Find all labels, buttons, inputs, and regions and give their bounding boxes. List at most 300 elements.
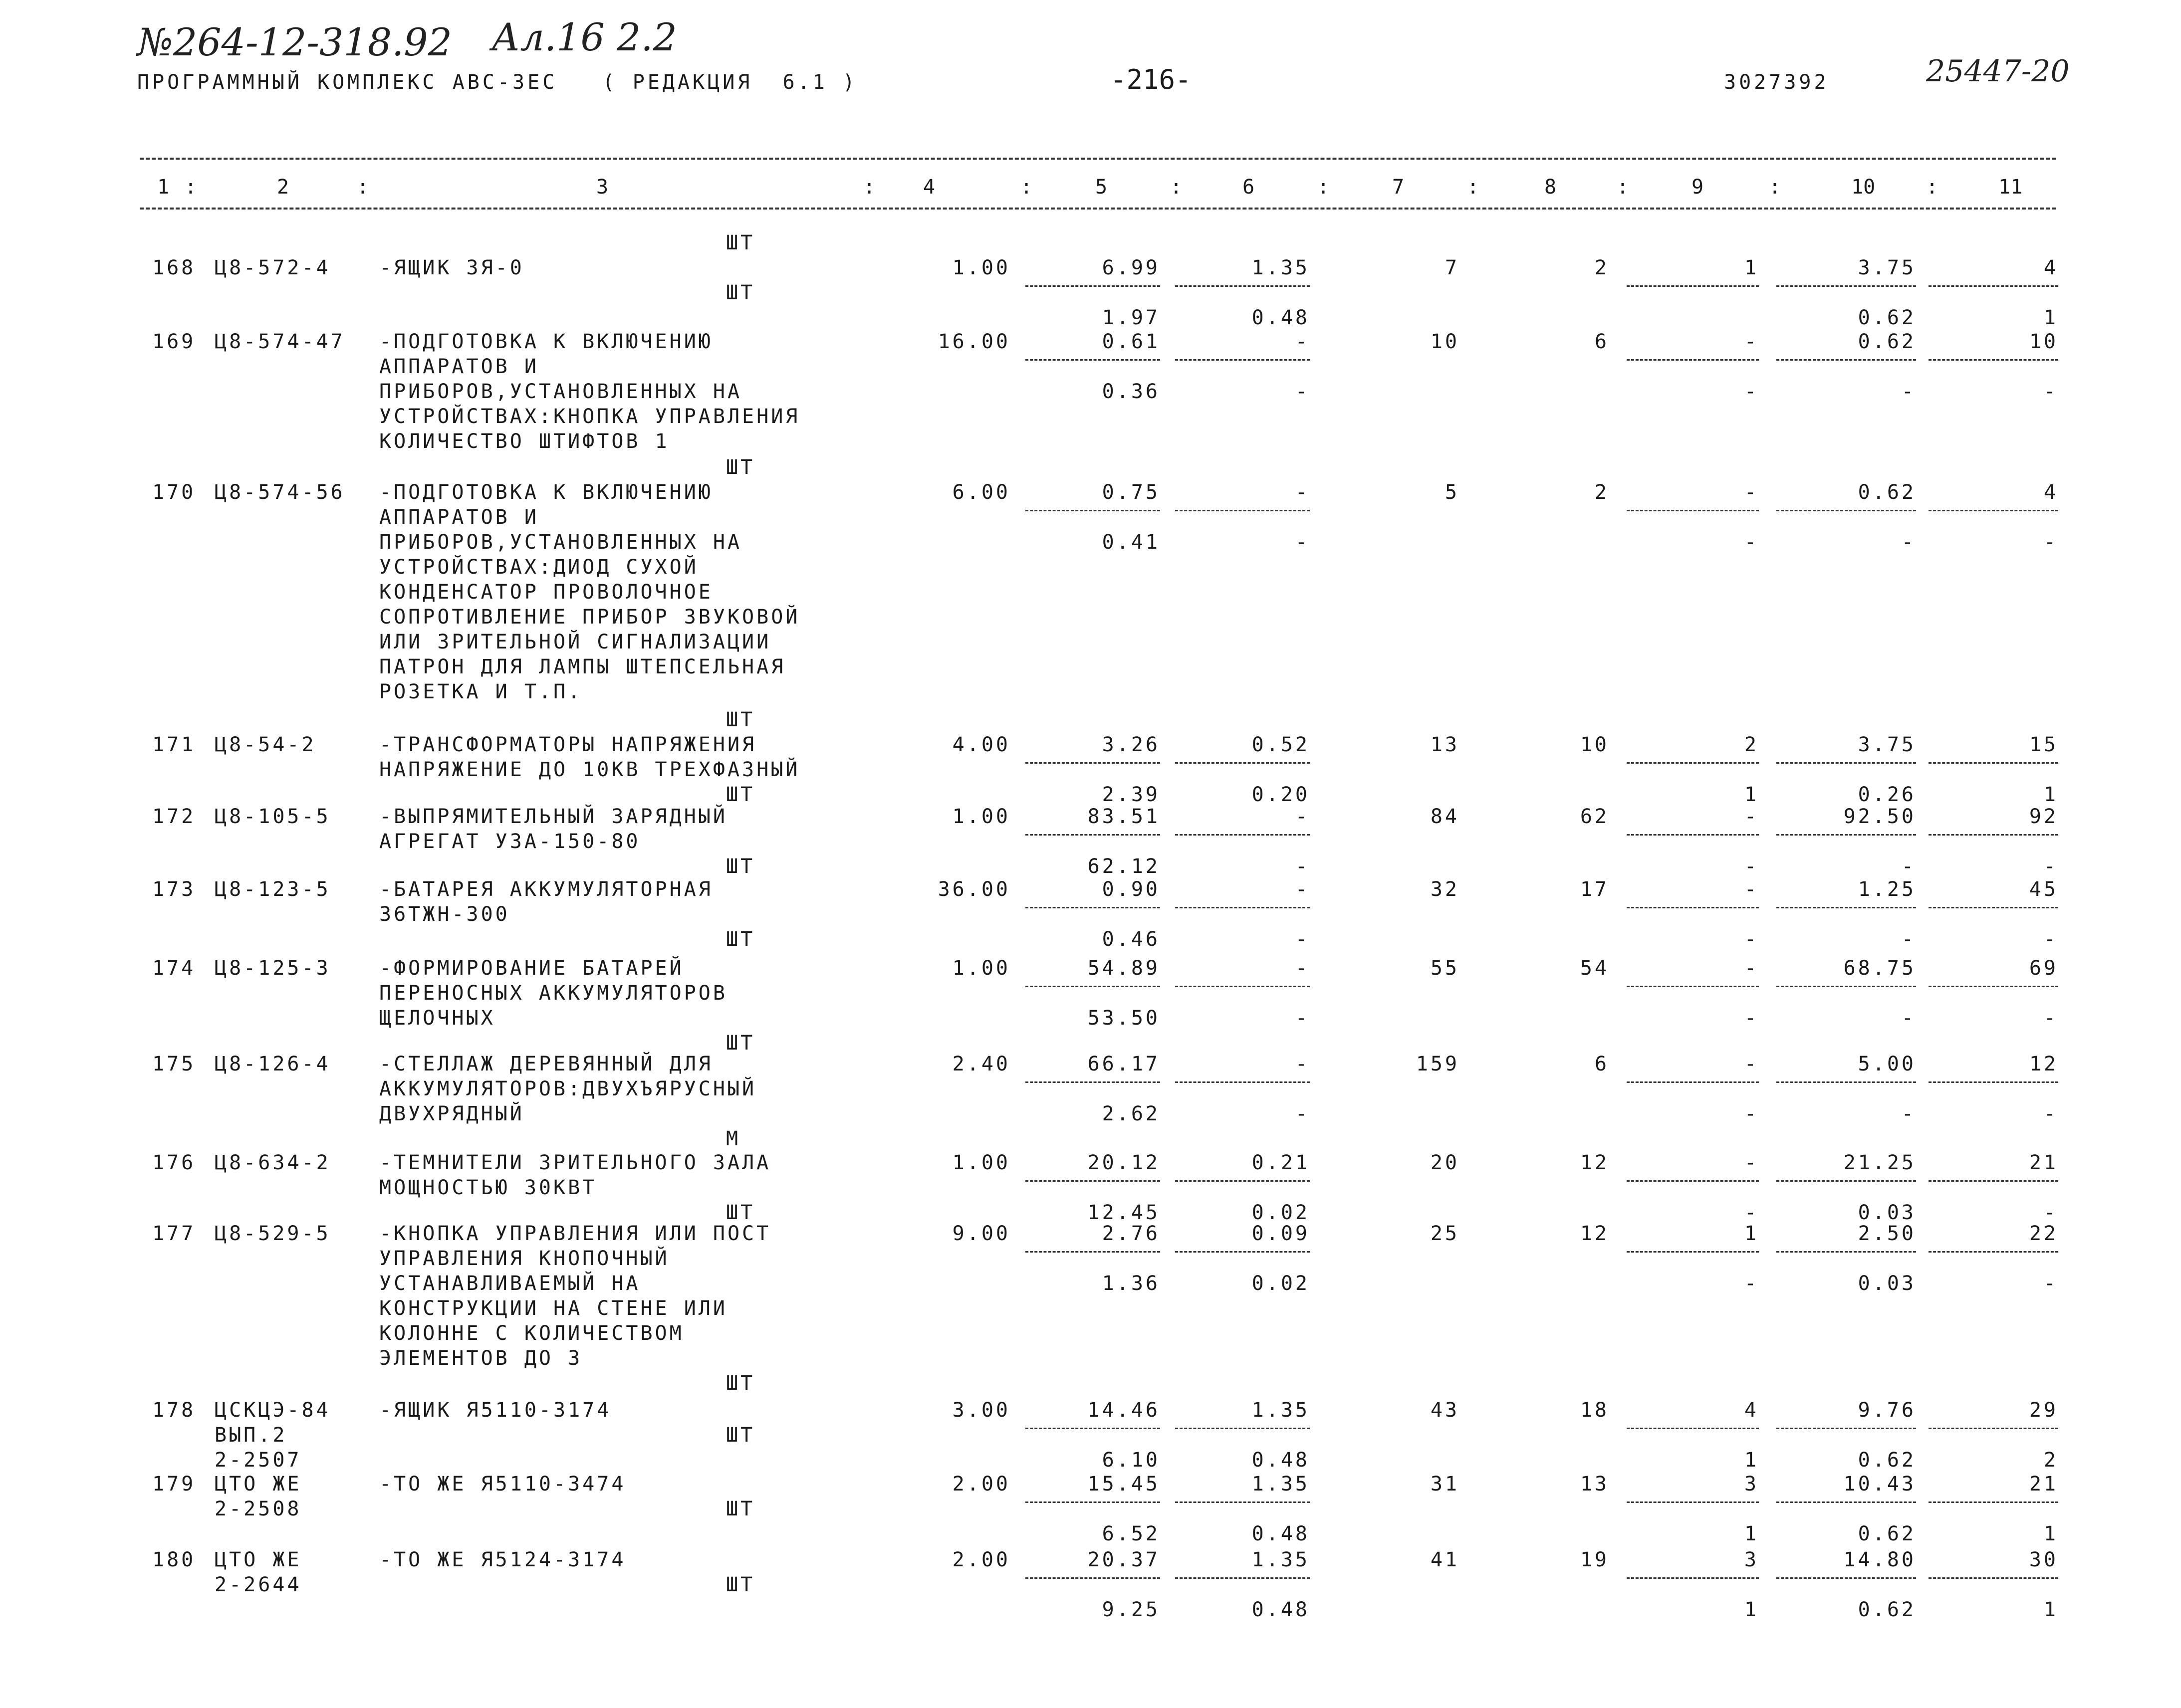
header-bottom-rule — [140, 208, 2056, 210]
description-cell: -ЯЩИК Я5110-3174 — [379, 1399, 612, 1422]
cell-divider — [1929, 986, 2058, 987]
description-cell: -ЯЩИК ЗЯ-0 — [379, 256, 524, 279]
code-cell: ЦСКЦЭ-84 ВЫП.2 2-2507 — [215, 1399, 331, 1472]
total-cell: 22 — [2029, 1222, 2058, 1245]
handwritten-document-number: №264-12-318.92 — [137, 20, 452, 64]
column-header-8: 8 — [1544, 176, 1557, 199]
column-header-5: 5 — [1095, 176, 1108, 199]
total-cell: 31 — [1430, 1473, 1459, 1495]
column-separator: : — [1467, 176, 1479, 199]
total-cell: 68.75 — [1843, 957, 1916, 980]
code-cell: Ц8-574-47 — [215, 330, 345, 353]
cost-cell: 83.51 — [1087, 805, 1160, 828]
cell-divider — [1776, 1428, 1916, 1429]
description-cell: -БАТАРЕЯ АККУМУЛЯТОРНАЯ 36ТЖН-300 — [379, 878, 713, 926]
total-cell: 45 — [2029, 878, 2058, 901]
cell-divider — [1627, 1501, 1759, 1503]
cell-divider — [1025, 1180, 1160, 1182]
total-cell: - — [1744, 1272, 1759, 1295]
cost-cell: - — [1295, 1102, 1310, 1125]
total-cell: 4 — [2043, 256, 2058, 279]
column-separator: : — [1170, 176, 1183, 199]
total-cell: 15 — [2029, 733, 2058, 756]
total-cell: 21 — [2029, 1151, 2058, 1174]
cost-cell: - — [1295, 928, 1310, 951]
cost-cell: 0.48 — [1251, 1449, 1310, 1472]
cell-divider — [1175, 1251, 1310, 1253]
cost-cell: 1.97 — [1102, 306, 1160, 329]
cell-divider — [1175, 1428, 1310, 1429]
code-cell: Ц8-529-5 — [215, 1222, 331, 1245]
total-cell: 14.80 — [1843, 1548, 1916, 1571]
cost-cell: 2.76 — [1102, 1222, 1160, 1245]
total-cell: - — [1744, 1201, 1759, 1224]
cost-cell: 2.62 — [1102, 1102, 1160, 1125]
total-cell: - — [1744, 1007, 1759, 1030]
cell-divider — [1175, 1501, 1310, 1503]
total-cell: 55 — [1430, 957, 1459, 980]
cell-divider — [1627, 1081, 1759, 1083]
cell-divider — [1776, 986, 1916, 987]
cost-cell: - — [1295, 531, 1310, 554]
cost-cell: 0.41 — [1102, 531, 1160, 554]
cell-divider — [1627, 1251, 1759, 1253]
cost-cell: 3.26 — [1102, 733, 1160, 756]
cost-cell: - — [1295, 878, 1310, 901]
quantity-cell: 1.00 — [952, 805, 1010, 828]
row-number: 172 — [152, 805, 196, 828]
cost-cell: 0.48 — [1251, 1522, 1310, 1545]
total-cell: 1 — [2043, 306, 2058, 329]
row-number: 175 — [152, 1053, 196, 1075]
total-cell: - — [2043, 531, 2058, 554]
total-cell: - — [1744, 957, 1759, 980]
total-cell: 32 — [1430, 878, 1459, 901]
code-cell: Ц8-125-3 — [215, 957, 331, 980]
total-cell: 0.62 — [1858, 306, 1916, 329]
total-cell: - — [1744, 928, 1759, 951]
cell-divider — [1776, 1251, 1916, 1253]
total-cell: - — [1901, 1007, 1916, 1030]
row-number: 168 — [152, 256, 196, 279]
total-cell: 4 — [2043, 481, 2058, 504]
total-cell: 1 — [1744, 1522, 1759, 1545]
total-cell: 92 — [2029, 805, 2058, 828]
description-cell: -ТРАНСФОРМАТОРЫ НАПРЯЖЕНИЯ НАПРЯЖЕНИЕ ДО 10КВ ТРЕХФАЗНЫЙ — [379, 733, 800, 781]
total-cell: 0.62 — [1858, 481, 1916, 504]
total-cell: - — [1744, 531, 1759, 554]
unit-label: ШТ — [726, 281, 755, 304]
cost-cell: 0.48 — [1251, 306, 1310, 329]
total-cell: - — [1901, 855, 1916, 878]
cost-cell: 1.35 — [1251, 256, 1310, 279]
unit-label: ШТ — [726, 1032, 755, 1055]
cell-divider — [1175, 907, 1310, 908]
cost-cell: 0.46 — [1102, 928, 1160, 951]
total-cell: 13 — [1580, 1473, 1609, 1495]
row-number: 176 — [152, 1151, 196, 1174]
quantity-cell: 2.00 — [952, 1473, 1010, 1495]
cost-cell: - — [1295, 855, 1310, 878]
column-separator: : — [1020, 176, 1033, 199]
cell-divider — [1175, 834, 1310, 836]
cost-cell: 2.39 — [1102, 783, 1160, 806]
total-cell: 21 — [2029, 1473, 2058, 1495]
total-cell: 54 — [1580, 957, 1609, 980]
cell-divider — [1776, 359, 1916, 361]
total-cell: 84 — [1430, 805, 1459, 828]
cost-cell: 0.36 — [1102, 380, 1160, 403]
total-cell: 12 — [2029, 1053, 2058, 1075]
row-number: 169 — [152, 330, 196, 353]
total-cell: 1 — [1744, 256, 1759, 279]
total-cell: 17 — [1580, 878, 1609, 901]
cell-divider — [1175, 1577, 1310, 1579]
cell-divider — [1929, 1577, 2058, 1579]
unit-label: ШТ — [726, 231, 755, 254]
description-cell: -ТЕМНИТЕЛИ ЗРИТЕЛЬНОГО ЗАЛА МОЩНОСТЬЮ 30КВТ — [379, 1151, 771, 1199]
total-cell: 12 — [1580, 1151, 1609, 1174]
cell-divider — [1025, 285, 1160, 287]
total-cell: - — [2043, 1201, 2058, 1224]
cost-cell: 0.09 — [1251, 1222, 1310, 1245]
cost-cell: 66.17 — [1087, 1053, 1160, 1075]
cost-cell: 20.12 — [1087, 1151, 1160, 1174]
cost-cell: - — [1295, 1053, 1310, 1075]
total-cell: 41 — [1430, 1548, 1459, 1571]
total-cell: 159 — [1416, 1053, 1459, 1075]
total-cell: 13 — [1430, 733, 1459, 756]
unit-label: М — [726, 1127, 741, 1150]
total-cell: 69 — [2029, 957, 2058, 980]
cell-divider — [1776, 907, 1916, 908]
cell-divider — [1175, 1081, 1310, 1083]
cost-cell: 0.21 — [1251, 1151, 1310, 1174]
cost-cell: 1.35 — [1251, 1548, 1310, 1571]
description-cell: -ВЫПРЯМИТЕЛЬНЫЙ ЗАРЯДНЫЙ АГРЕГАТ УЗА-150-80 — [379, 805, 727, 853]
cost-cell: - — [1295, 481, 1310, 504]
column-separator: : — [1926, 176, 1939, 199]
cell-divider — [1175, 510, 1310, 511]
cost-cell: 0.02 — [1251, 1201, 1310, 1224]
column-header-2: 2 — [277, 176, 289, 199]
total-cell: - — [2043, 928, 2058, 951]
column-separator: : — [863, 176, 876, 199]
total-cell: - — [1744, 1151, 1759, 1174]
total-cell: 92.50 — [1843, 805, 1916, 828]
cell-divider — [1627, 1577, 1759, 1579]
code-cell: Ц8-574-56 — [215, 481, 345, 504]
cell-divider — [1929, 907, 2058, 908]
total-cell: 7 — [1445, 256, 1459, 279]
total-cell: 18 — [1580, 1399, 1609, 1422]
row-number: 171 — [152, 733, 196, 756]
column-header-11: 11 — [1998, 176, 2023, 199]
cost-cell: 1.35 — [1251, 1473, 1310, 1495]
cost-cell: 62.12 — [1087, 855, 1160, 878]
cell-divider — [1175, 762, 1310, 764]
cost-cell: - — [1295, 330, 1310, 353]
cell-divider — [1627, 834, 1759, 836]
column-separator: : — [1769, 176, 1781, 199]
total-cell: 2.50 — [1858, 1222, 1916, 1245]
total-cell: - — [1744, 481, 1759, 504]
total-cell: 3.75 — [1858, 733, 1916, 756]
quantity-cell: 1.00 — [952, 1151, 1010, 1174]
total-cell: 1 — [2043, 783, 2058, 806]
column-separator: : — [1317, 176, 1330, 199]
column-separator: : — [185, 176, 197, 199]
total-cell: 12 — [1580, 1222, 1609, 1245]
total-cell: 3.75 — [1858, 256, 1916, 279]
quantity-cell: 6.00 — [952, 481, 1010, 504]
total-cell: 4 — [1744, 1399, 1759, 1422]
cell-divider — [1175, 986, 1310, 987]
page-number: -216- — [1110, 64, 1192, 95]
total-cell: 30 — [2029, 1548, 2058, 1571]
cost-cell: 0.48 — [1251, 1598, 1310, 1621]
cell-divider — [1929, 1501, 2058, 1503]
header-top-rule — [140, 158, 2056, 160]
total-cell: 1 — [1744, 1598, 1759, 1621]
total-cell: - — [1901, 928, 1916, 951]
total-cell: - — [2043, 380, 2058, 403]
unit-label: ШТ — [726, 456, 755, 479]
total-cell: 0.62 — [1858, 330, 1916, 353]
total-cell: 5 — [1445, 481, 1459, 504]
total-cell: 6 — [1594, 1053, 1609, 1075]
total-cell: - — [1744, 330, 1759, 353]
quantity-cell: 4.00 — [952, 733, 1010, 756]
cell-divider — [1627, 1180, 1759, 1182]
unit-label: ШТ — [726, 1201, 755, 1224]
total-cell: 2 — [1594, 481, 1609, 504]
cost-cell: 0.75 — [1102, 481, 1160, 504]
unit-label: ШТ — [726, 1372, 755, 1395]
total-cell: 0.62 — [1858, 1522, 1916, 1545]
total-cell: - — [1901, 531, 1916, 554]
total-cell: 0.62 — [1858, 1598, 1916, 1621]
total-cell: 1 — [2043, 1598, 2058, 1621]
cost-cell: 6.10 — [1102, 1449, 1160, 1472]
column-header-7: 7 — [1392, 176, 1405, 199]
cell-divider — [1929, 762, 2058, 764]
column-header-6: 6 — [1242, 176, 1255, 199]
total-cell: 3 — [1744, 1548, 1759, 1571]
total-cell: - — [1744, 1053, 1759, 1075]
column-header-3: 3 — [596, 176, 609, 199]
total-cell: - — [1744, 878, 1759, 901]
cost-cell: 20.37 — [1087, 1548, 1160, 1571]
cost-cell: 53.50 — [1087, 1007, 1160, 1030]
quantity-cell: 3.00 — [952, 1399, 1010, 1422]
total-cell: - — [1744, 380, 1759, 403]
description-cell: -ТО ЖЕ Я5124-3174 — [379, 1548, 626, 1571]
column-separator: : — [357, 176, 369, 199]
unit-label: ШТ — [726, 1497, 755, 1520]
cell-divider — [1025, 834, 1160, 836]
quantity-cell: 1.00 — [952, 957, 1010, 980]
cell-divider — [1627, 907, 1759, 908]
column-header-10: 10 — [1851, 176, 1876, 199]
cost-cell: 0.02 — [1251, 1272, 1310, 1295]
cost-cell: - — [1295, 957, 1310, 980]
unit-label: ШТ — [726, 928, 755, 951]
cell-divider — [1025, 1081, 1160, 1083]
row-number: 170 — [152, 481, 196, 504]
total-cell: 1 — [1744, 1449, 1759, 1472]
total-cell: 10 — [1580, 733, 1609, 756]
total-cell: 1 — [2043, 1522, 2058, 1545]
cost-cell: 14.46 — [1087, 1399, 1160, 1422]
quantity-cell: 36.00 — [938, 878, 1010, 901]
row-number: 174 — [152, 957, 196, 980]
total-cell: 2 — [1594, 256, 1609, 279]
cell-divider — [1025, 359, 1160, 361]
total-cell: 0.03 — [1858, 1201, 1916, 1224]
code-cell: Ц8-572-4 — [215, 256, 331, 279]
cell-divider — [1776, 1501, 1916, 1503]
description-cell: -КНОПКА УПРАВЛЕНИЯ ИЛИ ПОСТ УПРАВЛЕНИЯ КНОПОЧНЫЙ УСТАНАВЛИВАЕМЫЙ НА КОНСТРУКЦИИ НА СТЕНЕ ИЛИ КОЛОННЕ С КОЛИЧЕСТВОМ ЭЛЕМЕНТОВ ДО 3 — [379, 1222, 771, 1370]
unit-label: ШТ — [726, 708, 755, 731]
handwritten-right-note: 25447-20 — [1926, 54, 2070, 89]
cost-cell: 15.45 — [1087, 1473, 1160, 1495]
quantity-cell: 2.00 — [952, 1548, 1010, 1571]
row-number: 173 — [152, 878, 196, 901]
code-cell: ЦТО ЖЕ 2-2508 — [215, 1473, 302, 1520]
total-cell: 21.25 — [1843, 1151, 1916, 1174]
total-cell: 1.25 — [1858, 878, 1916, 901]
cell-divider — [1929, 1081, 2058, 1083]
cost-cell: 0.20 — [1251, 783, 1310, 806]
total-cell: 20 — [1430, 1151, 1459, 1174]
cell-divider — [1025, 1577, 1160, 1579]
total-cell: - — [1901, 1102, 1916, 1125]
column-header-4: 4 — [923, 176, 936, 199]
cell-divider — [1025, 907, 1160, 908]
cost-cell: 9.25 — [1102, 1598, 1160, 1621]
quantity-cell: 16.00 — [938, 330, 1010, 353]
cell-divider — [1776, 1081, 1916, 1083]
cost-cell: 0.52 — [1251, 733, 1310, 756]
quantity-cell: 9.00 — [952, 1222, 1010, 1245]
cell-divider — [1025, 762, 1160, 764]
program-title: ПРОГРАММНЫЙ КОМПЛЕКС АВС-3ЕС ( РЕДАКЦИЯ 6.1 ) — [137, 71, 858, 94]
cell-divider — [1627, 762, 1759, 764]
cell-divider — [1025, 986, 1160, 987]
cell-divider — [1627, 986, 1759, 987]
total-cell: - — [1901, 380, 1916, 403]
cost-cell: - — [1295, 805, 1310, 828]
total-cell: - — [1744, 805, 1759, 828]
description-cell: -ТО ЖЕ Я5110-3474 — [379, 1473, 626, 1495]
cell-divider — [1627, 1428, 1759, 1429]
cell-divider — [1025, 1428, 1160, 1429]
quantity-cell: 2.40 — [952, 1053, 1010, 1075]
document-code: 3027392 — [1724, 71, 1829, 94]
cell-divider — [1627, 285, 1759, 287]
unit-label: ШТ — [726, 1424, 755, 1447]
row-number: 177 — [152, 1222, 196, 1245]
cell-divider — [1776, 1180, 1916, 1182]
cell-divider — [1025, 1251, 1160, 1253]
code-cell: Ц8-126-4 — [215, 1053, 331, 1075]
code-cell: ЦТО ЖЕ 2-2644 — [215, 1548, 302, 1596]
total-cell: 29 — [2029, 1399, 2058, 1422]
cost-cell: 12.45 — [1087, 1201, 1160, 1224]
column-header-9: 9 — [1692, 176, 1704, 199]
total-cell: - — [2043, 1007, 2058, 1030]
cell-divider — [1929, 1428, 2058, 1429]
cell-divider — [1929, 285, 2058, 287]
total-cell: 62 — [1580, 805, 1609, 828]
cell-divider — [1929, 359, 2058, 361]
total-cell: 2 — [1744, 733, 1759, 756]
total-cell: - — [2043, 855, 2058, 878]
total-cell: - — [1744, 1102, 1759, 1125]
cost-cell: 1.35 — [1251, 1399, 1310, 1422]
cost-cell: - — [1295, 1007, 1310, 1030]
cost-cell: 6.52 — [1102, 1522, 1160, 1545]
total-cell: 10 — [1430, 330, 1459, 353]
cell-divider — [1627, 510, 1759, 511]
total-cell: - — [1744, 855, 1759, 878]
description-cell: -СТЕЛЛАЖ ДЕРЕВЯННЫЙ ДЛЯ АККУМУЛЯТОРОВ:ДВУХЪЯРУСНЫЙ ДВУХРЯДНЫЙ — [379, 1053, 757, 1125]
unit-label: ШТ — [726, 783, 755, 806]
description-cell: -ПОДГОТОВКА К ВКЛЮЧЕНИЮ АППАРАТОВ И ПРИБОРОВ,УСТАНОВЛЕННЫХ НА УСТРОЙСТВАХ:КНОПКА УПРАВЛЕНИЯ КОЛИЧЕСТВО ШТИФТОВ 1 — [379, 330, 800, 453]
total-cell: 19 — [1580, 1548, 1609, 1571]
total-cell: 1 — [1744, 783, 1759, 806]
total-cell: 5.00 — [1858, 1053, 1916, 1075]
total-cell: - — [2043, 1272, 2058, 1295]
cell-divider — [1025, 1501, 1160, 1503]
cell-divider — [1776, 510, 1916, 511]
cost-cell: 54.89 — [1087, 957, 1160, 980]
total-cell: 3 — [1744, 1473, 1759, 1495]
cell-divider — [1175, 359, 1310, 361]
cell-divider — [1776, 285, 1916, 287]
total-cell: 0.03 — [1858, 1272, 1916, 1295]
handwritten-sheet-note: Ал.16 2.2 — [491, 15, 677, 59]
quantity-cell: 1.00 — [952, 256, 1010, 279]
column-header-1: 1 — [157, 176, 170, 199]
total-cell: 43 — [1430, 1399, 1459, 1422]
description-cell: -ПОДГОТОВКА К ВКЛЮЧЕНИЮ АППАРАТОВ И ПРИБОРОВ,УСТАНОВЛЕННЫХ НА УСТРОЙСТВАХ:ДИОД СУХОЙ КОНДЕНСАТОР ПРОВОЛОЧНОЕ СОПРОТИВЛЕНИЕ ПРИБОР ЗВУКОВОЙ ИЛИ ЗРИТЕЛЬНОЙ СИГНАЛИЗАЦИИ ПАТРОН ДЛЯ ЛАМПЫ ШТЕПСЕЛЬНАЯ РОЗЕТКА И Т.П. — [379, 481, 800, 703]
code-cell: Ц8-54-2 — [215, 733, 316, 756]
total-cell: 10.43 — [1843, 1473, 1916, 1495]
cell-divider — [1776, 834, 1916, 836]
total-cell: - — [2043, 1102, 2058, 1125]
code-cell: Ц8-634-2 — [215, 1151, 331, 1174]
code-cell: Ц8-123-5 — [215, 878, 331, 901]
cell-divider — [1175, 1180, 1310, 1182]
cell-divider — [1776, 762, 1916, 764]
total-cell: 0.62 — [1858, 1449, 1916, 1472]
total-cell: 6 — [1594, 330, 1609, 353]
cell-divider — [1627, 359, 1759, 361]
cell-divider — [1929, 1251, 2058, 1253]
cost-cell: 0.90 — [1102, 878, 1160, 901]
total-cell: 10 — [2029, 330, 2058, 353]
cell-divider — [1929, 510, 2058, 511]
row-number: 178 — [152, 1399, 196, 1422]
cost-cell: - — [1295, 380, 1310, 403]
cost-cell: 1.36 — [1102, 1272, 1160, 1295]
unit-label: ШТ — [726, 855, 755, 878]
column-separator: : — [1617, 176, 1629, 199]
total-cell: 2 — [2043, 1449, 2058, 1472]
total-cell: 9.76 — [1858, 1399, 1916, 1422]
